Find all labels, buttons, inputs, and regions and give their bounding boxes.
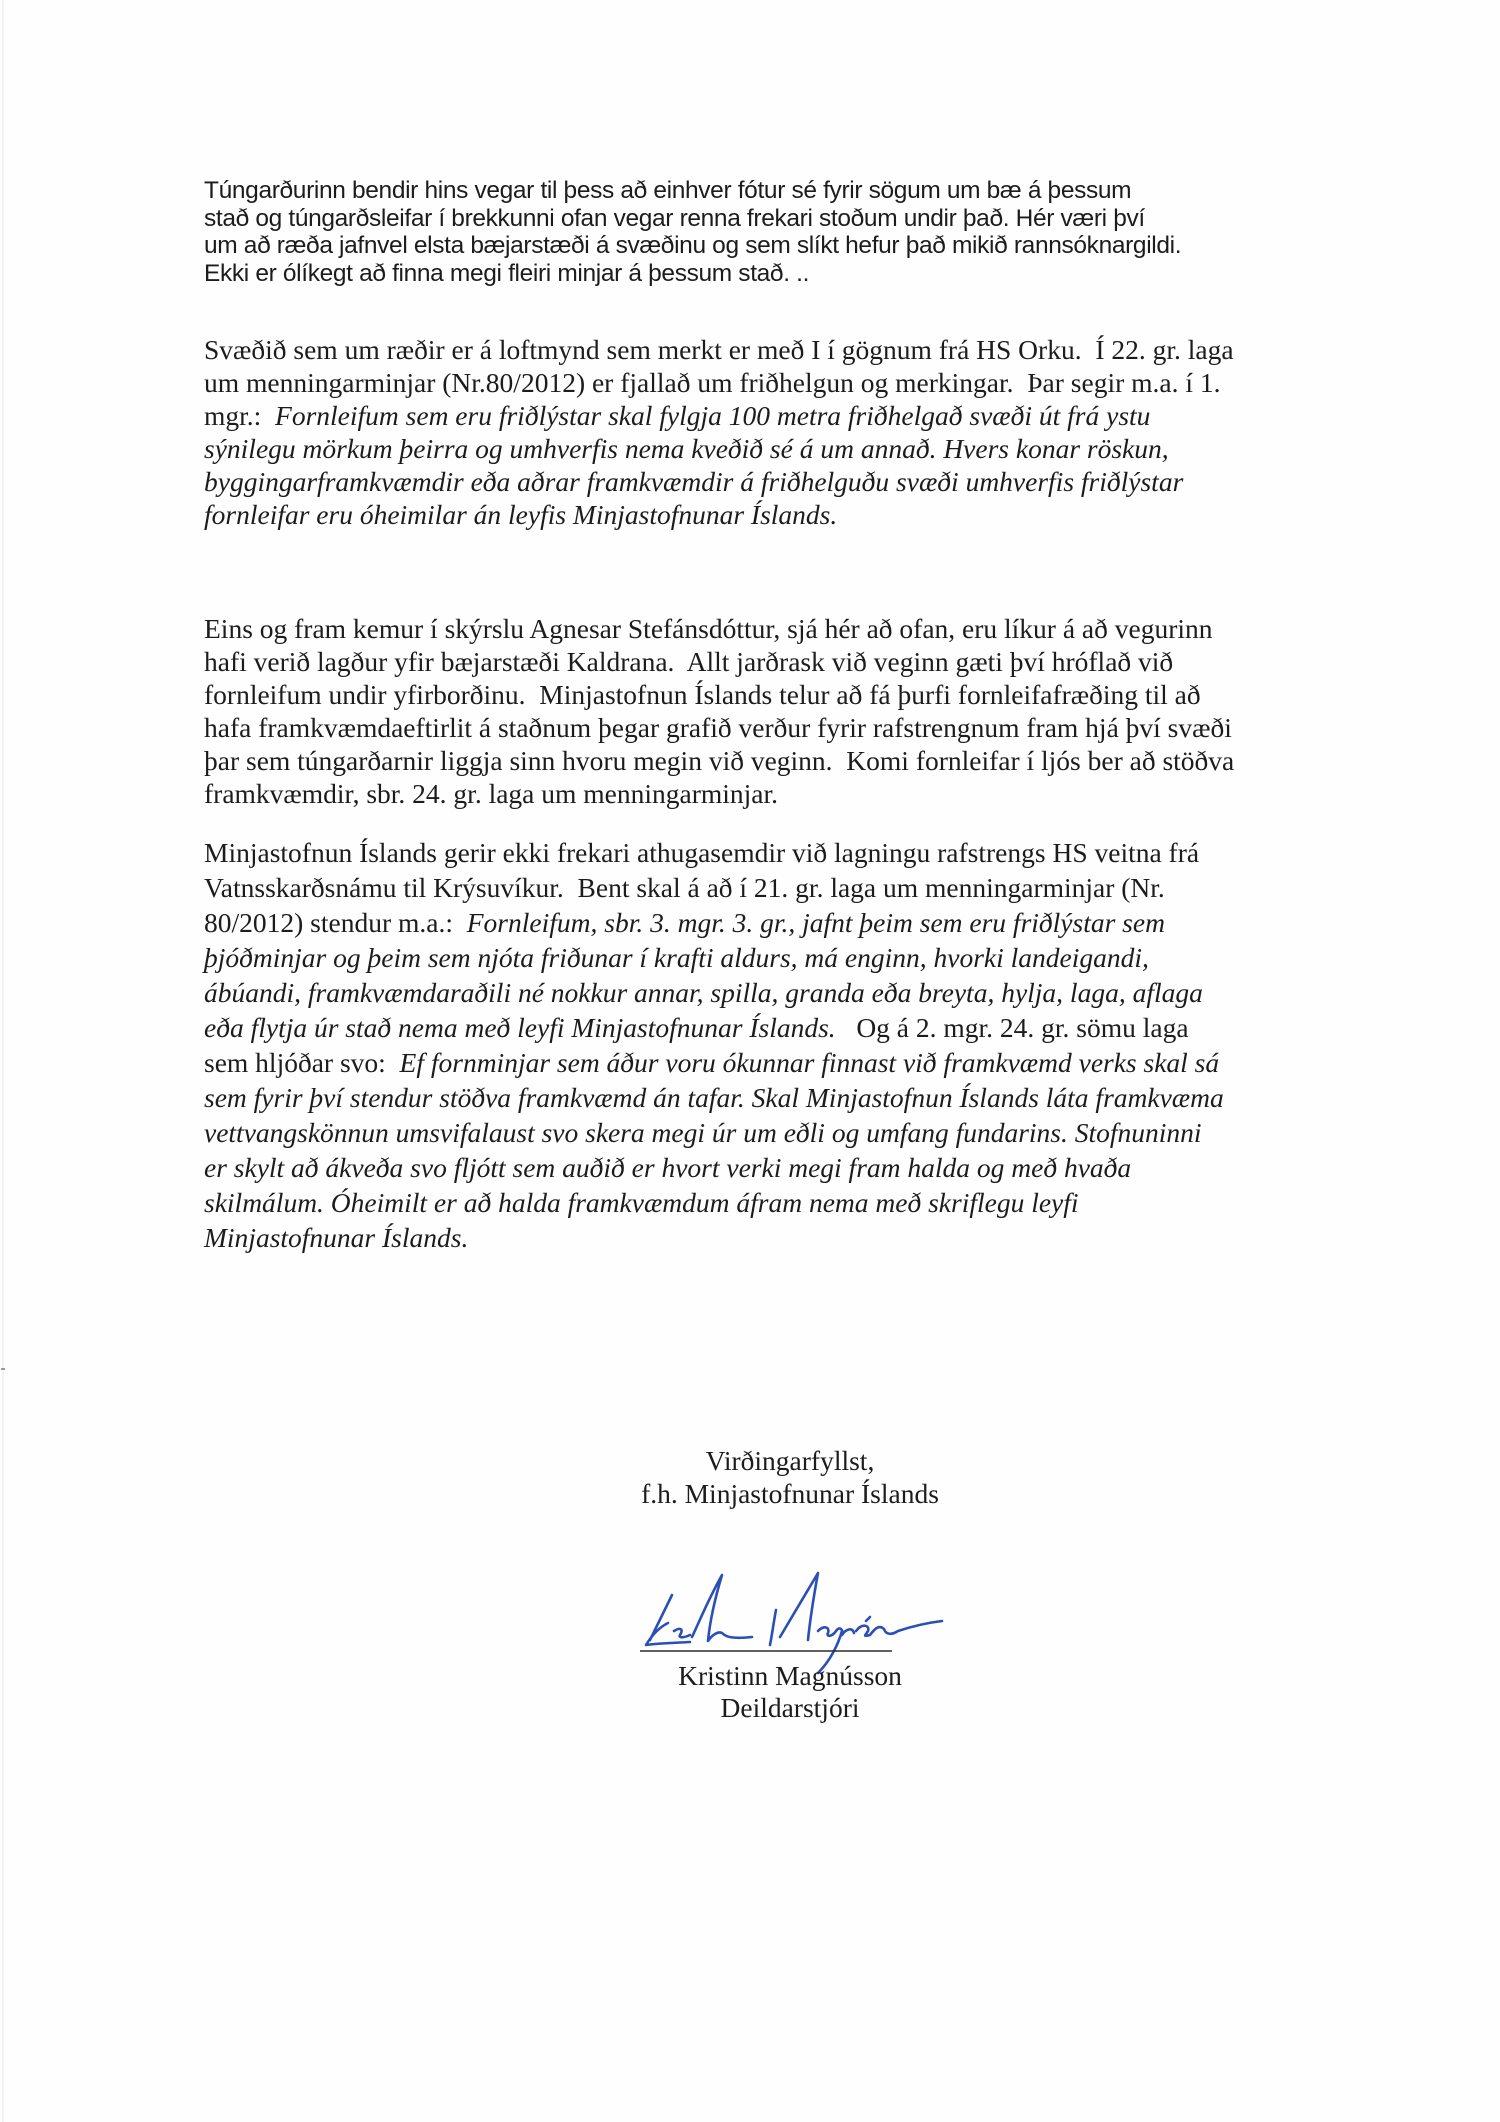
signature-icon (630, 1565, 950, 1675)
body-text: fornleifum undir yfirborðinu. Minjastofnun Íslands telur að fá þurfi fornleifafræðing til að (204, 679, 1201, 710)
quoted-law-text: byggingarframkvæmdir eða aðrar framkvæmdir á friðhelguðu svæði umhverfis friðlýstar (204, 466, 1184, 497)
body-text: um menningarminjar (Nr.80/2012) er fjallað um friðhelgun og merkingar. Þar segir m.a. í 1. (204, 367, 1221, 398)
text-line (204, 177, 1354, 205)
text-line (204, 940, 1354, 975)
body-text: mgr.: (204, 400, 276, 431)
body-text: Eins og fram kemur í skýrslu Agnesar Stefánsdóttur, sjá hér að ofan, eru líkur á að vegurinn (204, 613, 1213, 644)
text-line (204, 465, 1354, 498)
text-line (204, 333, 1354, 366)
body-text: Vatnsskarðsnámu til Krýsuvíkur. Bent skal á að í 21. gr. laga um menningarminjar (Nr. (204, 872, 1165, 903)
text-line (204, 1185, 1354, 1220)
text-line (204, 1150, 1354, 1185)
body-text: Minjastofnun Íslands gerir ekki frekari athugasemdir við lagningu rafstrengs HS veitna frá (204, 837, 1200, 868)
quoted-law-text: Fornleifum sem eru friðlýstar skal fylgja 100 metra friðhelgað svæði út frá ystu (275, 400, 1151, 431)
paragraph-2 (204, 333, 1354, 531)
text-line (204, 432, 1354, 465)
text-line (204, 905, 1354, 940)
text-line (204, 205, 1354, 233)
quoted-law-text: þjóðminjar og þeim sem njóta friðunar í krafti aldurs, má enginn, hvorki landeigandi, (204, 942, 1149, 973)
quoted-law-text: sýnilegu mörkum þeirra og umhverfis nema kveðið sé á um annað. Hvers konar röskun, (204, 433, 1169, 464)
signer-name: Kristinn Magnússon (678, 1660, 902, 1691)
body-text: 80/2012) stendur m.a.: (204, 907, 467, 938)
closing-block (590, 1444, 990, 1510)
text-line (204, 711, 1354, 744)
scan-edge (2, 0, 4, 2122)
text-line (204, 777, 1354, 810)
body-text: um að ræða jafnvel elsta bæjarstæði á svæðinu og sem slíkt hefur það mikið rannsóknargildi. (204, 232, 1182, 259)
text-line (204, 975, 1354, 1010)
quoted-law-text: Ef fornminjar sem áður voru ókunnar finnast við framkvæmd verks skal sá (399, 1047, 1220, 1078)
signer-block (590, 1660, 990, 1724)
quoted-law-text: fornleifar eru óheimilar án leyfis Minjastofnunar Íslands. (204, 499, 838, 530)
closing-salutation: Virðingarfyllst, (705, 1445, 875, 1476)
paragraph-1 (204, 177, 1354, 287)
text-line (204, 399, 1354, 432)
text-line (204, 612, 1354, 645)
text-line (204, 1080, 1354, 1115)
paragraph-3 (204, 612, 1354, 810)
quoted-law-text: eða flytja úr stað nema með leyfi Minjastofnunar Íslands. (204, 1012, 836, 1043)
signer-title: Deildarstjóri (720, 1692, 860, 1723)
body-text: Ekki er ólíkegt að finna megi fleiri minjar á þessum stað. .. (204, 259, 810, 287)
quoted-law-text: Fornleifum, sbr. 3. mgr. 3. gr., jafnt þeim sem eru friðlýstar sem (466, 907, 1165, 938)
text-line (204, 366, 1354, 399)
body-text: sem hljóðar svo: (204, 1047, 400, 1078)
text-line (204, 1220, 1354, 1255)
paragraph-4 (204, 835, 1354, 1255)
body-text: hafi verið lagður yfir bæjarstæði Kaldrana. Allt jarðrask við veginn gæti því hróflað við (204, 646, 1174, 677)
body-text: framkvæmdir, sbr. 24. gr. laga um menningarminjar. (204, 778, 779, 809)
text-line (204, 870, 1354, 905)
text-line (204, 1115, 1354, 1150)
body-text: Túngarðurinn bendir hins vegar til þess að einhver fótur sé fyrir sögum um bæ á þessum (204, 177, 1132, 204)
text-line (204, 1045, 1354, 1080)
text-line (204, 744, 1354, 777)
text-line (204, 260, 1354, 288)
closing-on-behalf-of: f.h. Minjastofnunar Íslands (641, 1478, 939, 1509)
text-line (204, 498, 1354, 531)
text-line (204, 678, 1354, 711)
text-line (204, 835, 1354, 870)
body-text: þar sem túngarðarnir liggja sinn hvoru megin við veginn. Komi fornleifar í ljós ber að stöðva (204, 745, 1235, 776)
quoted-law-text: ábúandi, framkvæmdaraðili né nokkur annar, spilla, granda eða breyta, hylja, laga, aflaga (204, 977, 1203, 1008)
text-line (204, 1010, 1354, 1045)
quoted-law-text: sem fyrir því stendur stöðva framkvæmd án tafar. Skal Minjastofnun Íslands láta framkvæma (204, 1082, 1224, 1113)
quoted-law-text: vettvangskönnun umsvifalaust svo skera megi úr um eðli og umfang fundarins. Stofnuninni (204, 1117, 1202, 1148)
quoted-law-text: skilmálum. Óheimilt er að halda framkvæmdum áfram nema með skriflegu leyfi (204, 1187, 1079, 1218)
scan-mark (1, 1368, 5, 1370)
quoted-law-text: er skylt að ákveða svo fljótt sem auðið er hvort verki megi fram halda og með hvaða (204, 1152, 1132, 1183)
text-line (204, 232, 1354, 260)
text-line (204, 645, 1354, 678)
body-text: Og á 2. mgr. 24. gr. sömu laga (835, 1012, 1189, 1043)
body-text: hafa framkvæmdaeftirlit á staðnum þegar grafið verður fyrir rafstrengnum fram hjá því svæði (204, 712, 1232, 743)
body-text: Svæðið sem um ræðir er á loftmynd sem merkt er með I í gögnum frá HS Orku. Í 22. gr. laga (204, 334, 1234, 365)
body-text: stað og túngarðsleifar í brekkunni ofan vegar renna frekari stoðum undir það. Hér væri því (204, 204, 1145, 232)
quoted-law-text: Minjastofnunar Íslands. (204, 1222, 469, 1253)
